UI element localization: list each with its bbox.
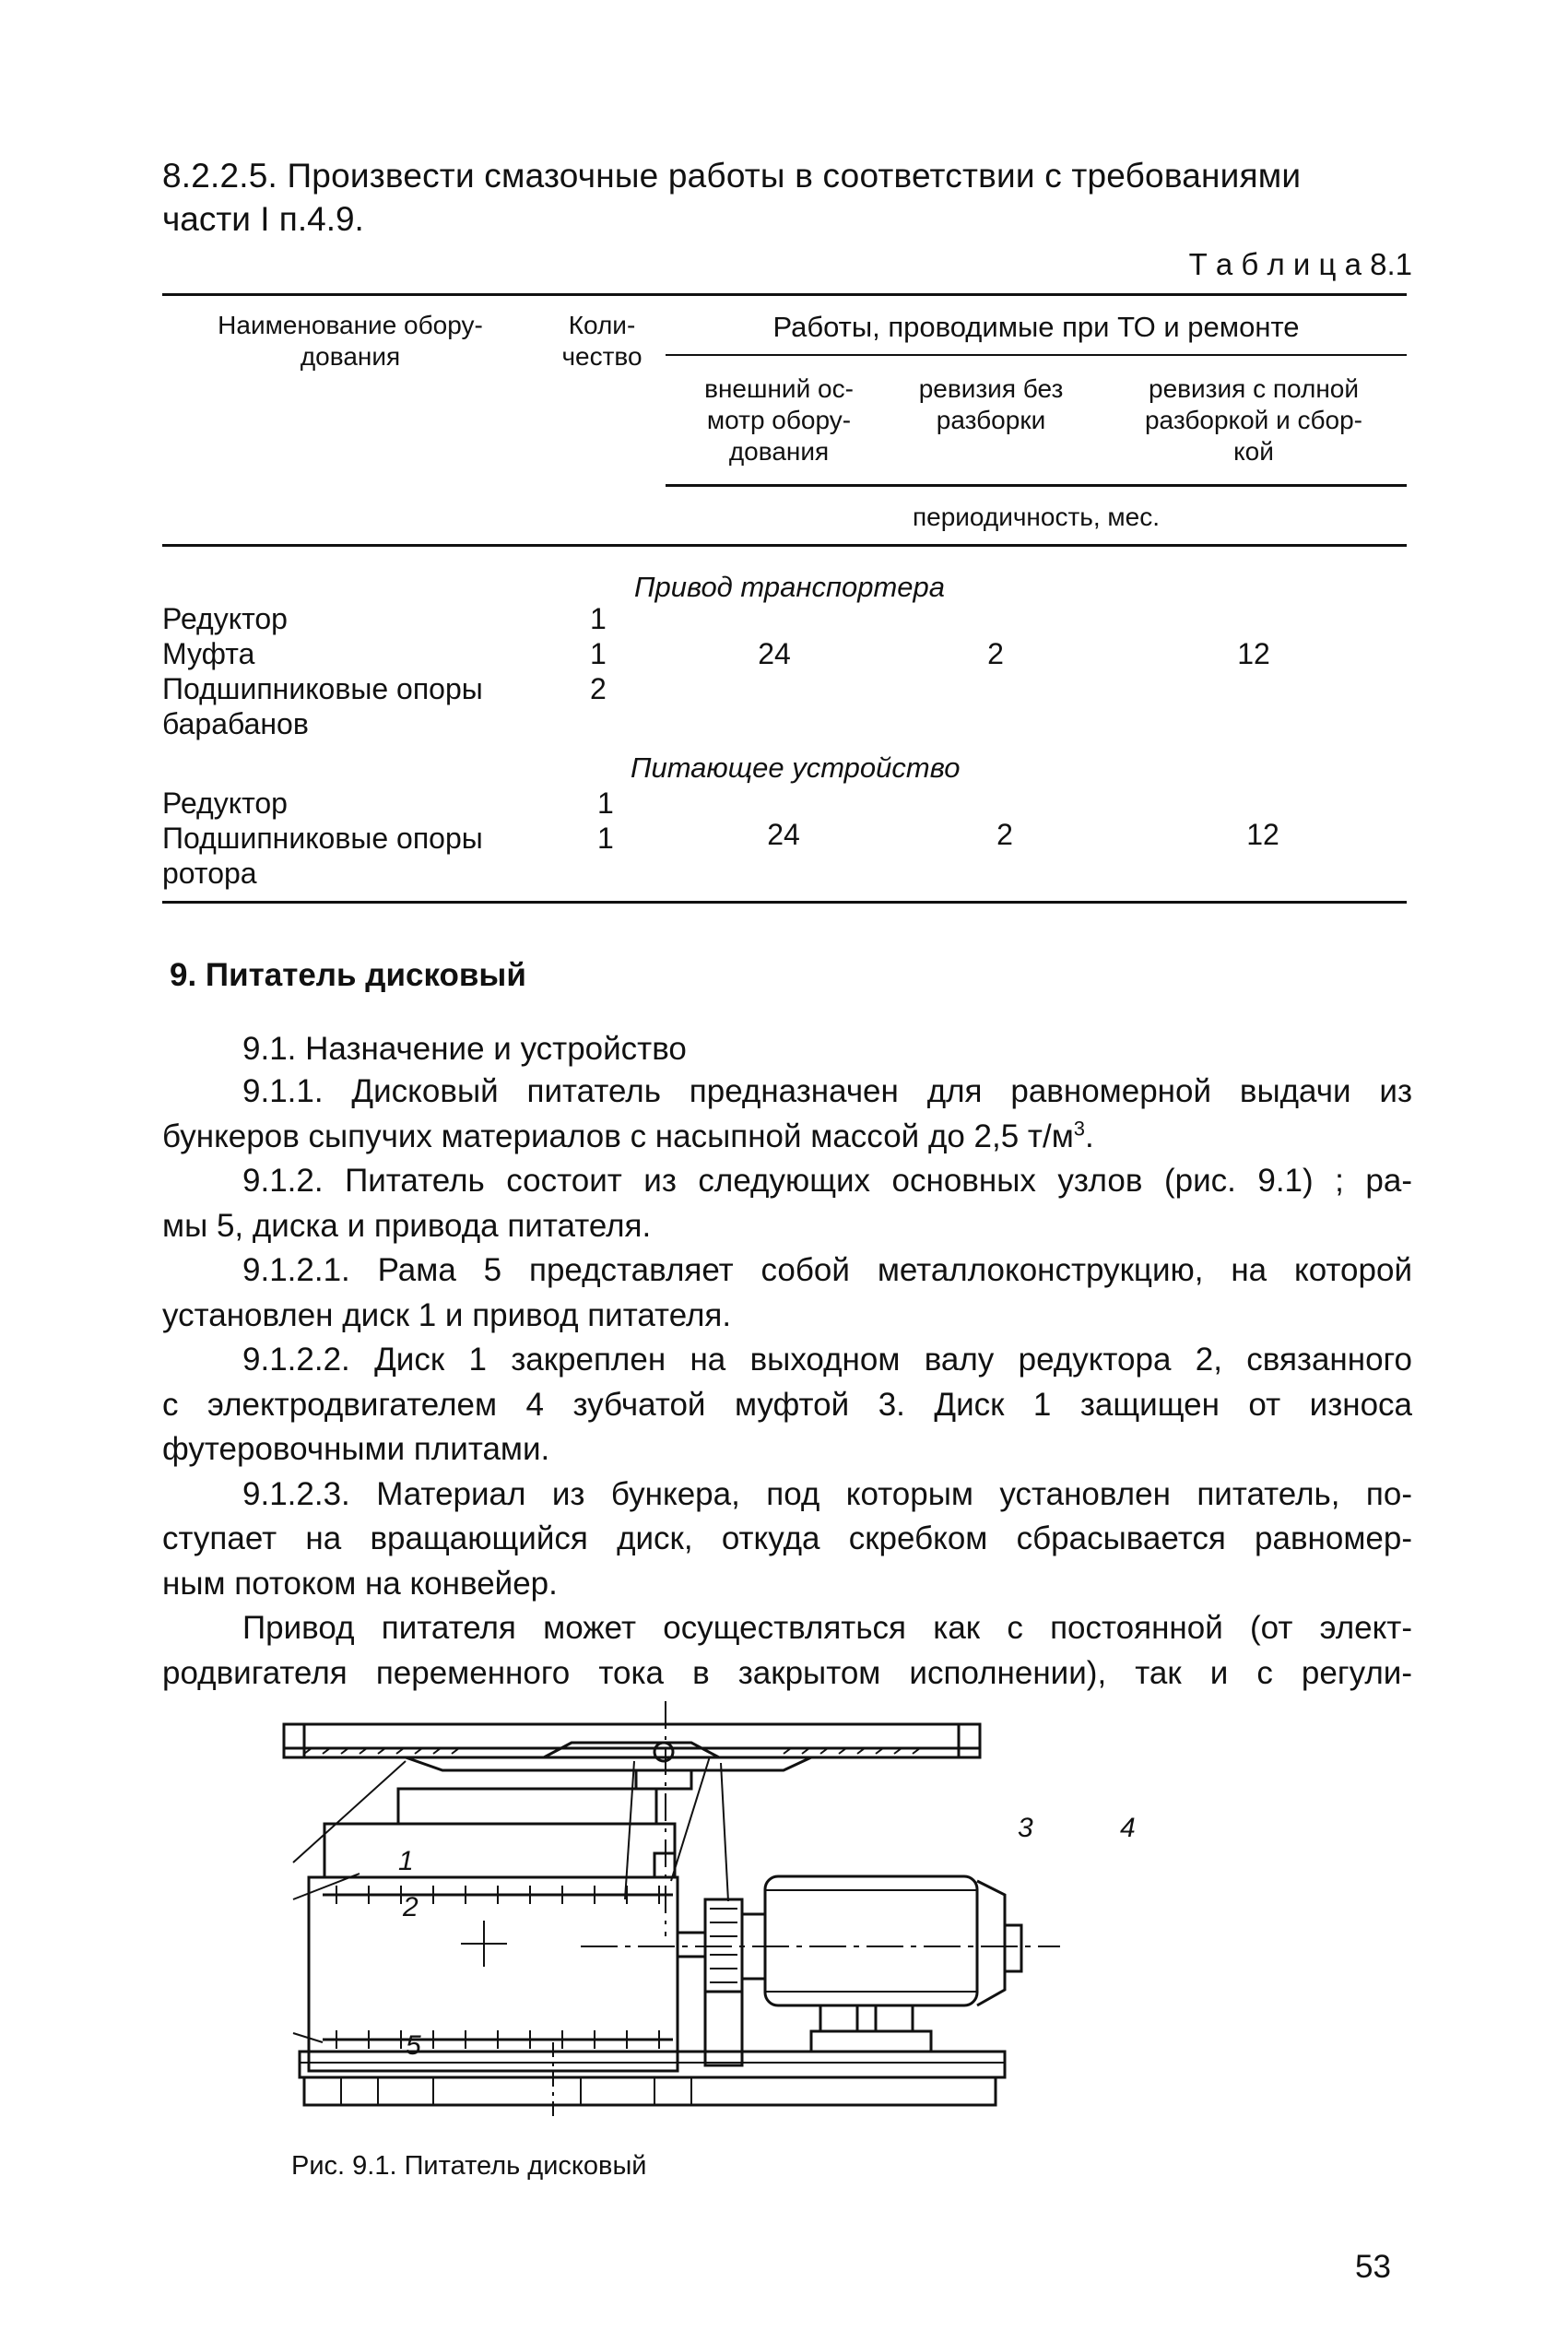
table-caption: Т а б л и ц а 8.1 bbox=[1188, 247, 1412, 281]
body-text bbox=[162, 1070, 1412, 1696]
section-title: 9. Питатель дисковый bbox=[170, 957, 526, 993]
works-group-rule bbox=[666, 354, 1407, 356]
paragraph-line: мы 5, диска и привода питателя. bbox=[162, 1207, 652, 1244]
group-title: Привод транспортера bbox=[634, 571, 946, 603]
intro-line-2: части I п.4.9. bbox=[162, 200, 364, 238]
figure-label-2: 2 bbox=[403, 1892, 419, 1922]
paragraph-line bbox=[162, 1115, 1412, 1160]
paragraph-line: 9.1.1. Дисковый питатель предназначен для равномерной выдачи из bbox=[242, 1073, 1412, 1109]
header-quantity: Коли- чество bbox=[561, 311, 643, 371]
header-bottom-rule bbox=[162, 544, 1407, 547]
subheader-rule bbox=[666, 484, 1407, 487]
value-external: 24 bbox=[767, 818, 800, 851]
table-top-rule bbox=[162, 293, 1407, 296]
header-equipment: Наименование обору- дования bbox=[218, 311, 483, 371]
table-row-qty: 1 bbox=[590, 602, 607, 635]
paragraph-line: ступает на вращающийся диск, откуда скребком сбрасывается равномер- bbox=[162, 1520, 1412, 1556]
paragraph-line: 9.1.2. Питатель состоит из следующих основных узлов (рис. 9.1) ; ра- bbox=[242, 1163, 1412, 1199]
header-external-inspection: внешний ос- мотр обору- дования bbox=[704, 374, 854, 466]
paragraph-line: 9.1.2.2. Диск 1 закреплен на выходном валу редуктора 2, связанного bbox=[242, 1342, 1412, 1378]
page-number: 53 bbox=[1355, 2249, 1391, 2285]
paragraph-line: 9.1.2.3. Материал из бункера, под которым установлен питатель, по- bbox=[242, 1475, 1412, 1512]
figure-label-3: 3 bbox=[1018, 1813, 1033, 1843]
table-bottom-rule bbox=[162, 901, 1407, 904]
value-no-disassembly: 2 bbox=[996, 818, 1013, 851]
value-external: 24 bbox=[758, 637, 791, 670]
figure-caption: Рис. 9.1. Питатель дисковый bbox=[291, 2151, 647, 2181]
table-row-name: Муфта bbox=[162, 637, 255, 670]
paragraph-line: ным потоком на конвейер. bbox=[162, 1565, 558, 1602]
paragraph-text: бункеров сыпучих материалов с насыпной массой до 2,5 т/м bbox=[162, 1118, 1074, 1154]
table-row-name: Подшипниковые опоры ротора bbox=[162, 822, 483, 890]
paragraph-line: с электродвигателем 4 зубчатой муфтой 3. Диск 1 защищен от износа bbox=[162, 1386, 1412, 1423]
reducer-housing bbox=[398, 1789, 656, 1824]
table-row-qty: 1 bbox=[597, 787, 614, 820]
paragraph-line: 9.1.2.1. Рама 5 представляет собой металлоконструкцию, на которой bbox=[242, 1252, 1412, 1288]
feeder-drawing bbox=[267, 1697, 1300, 2121]
figure-label-1: 1 bbox=[398, 1846, 414, 1876]
paragraph-line: футеровочными плитами. bbox=[162, 1431, 550, 1467]
table-row-name: Редуктор bbox=[162, 787, 288, 820]
paragraph-line: родвигателя переменного тока в закрытом исполнении), так и с регули- bbox=[162, 1654, 1412, 1691]
value-no-disassembly: 2 bbox=[987, 637, 1004, 670]
paragraph-line: Привод питателя может осуществляться как с постоянной (от элект- bbox=[242, 1610, 1412, 1646]
table-row-qty: 2 bbox=[590, 672, 607, 705]
table-row-name: Подшипниковые опоры барабанов bbox=[162, 672, 483, 740]
table-row-qty: 1 bbox=[590, 637, 607, 670]
section-subtitle: 9.1. Назначение и устройство bbox=[242, 1031, 687, 1067]
table-row-qty: 1 bbox=[597, 822, 614, 855]
figure-label-5: 5 bbox=[406, 2030, 421, 2061]
reducer-body bbox=[309, 1877, 678, 2071]
header-revision-full: ревизия с полной разборкой и сбор- кой bbox=[1144, 374, 1363, 466]
electric-motor bbox=[765, 1876, 977, 2005]
header-revision-no-disassembly: ревизия без разборки bbox=[918, 374, 1064, 434]
disc-plate bbox=[284, 1724, 980, 1757]
intro-line-1: 8.2.2.5. Произвести смазочные работы в соответствии с требованиями bbox=[162, 157, 1302, 195]
superscript: 3 bbox=[1073, 1116, 1085, 1140]
value-full: 12 bbox=[1237, 637, 1270, 670]
header-periodicity: периодичность, мес. bbox=[912, 503, 1161, 531]
figure-label-4: 4 bbox=[1120, 1813, 1136, 1843]
paragraph-line: установлен диск 1 и привод питателя. bbox=[162, 1296, 732, 1333]
header-works-group: Работы, проводимые при ТО и ремонте bbox=[772, 311, 1300, 343]
value-full: 12 bbox=[1246, 818, 1279, 851]
group-title: Питающее устройство bbox=[631, 751, 961, 784]
paragraph-end: . bbox=[1085, 1118, 1094, 1154]
coupling bbox=[678, 1933, 705, 1957]
table-row-name: Редуктор bbox=[162, 602, 288, 635]
